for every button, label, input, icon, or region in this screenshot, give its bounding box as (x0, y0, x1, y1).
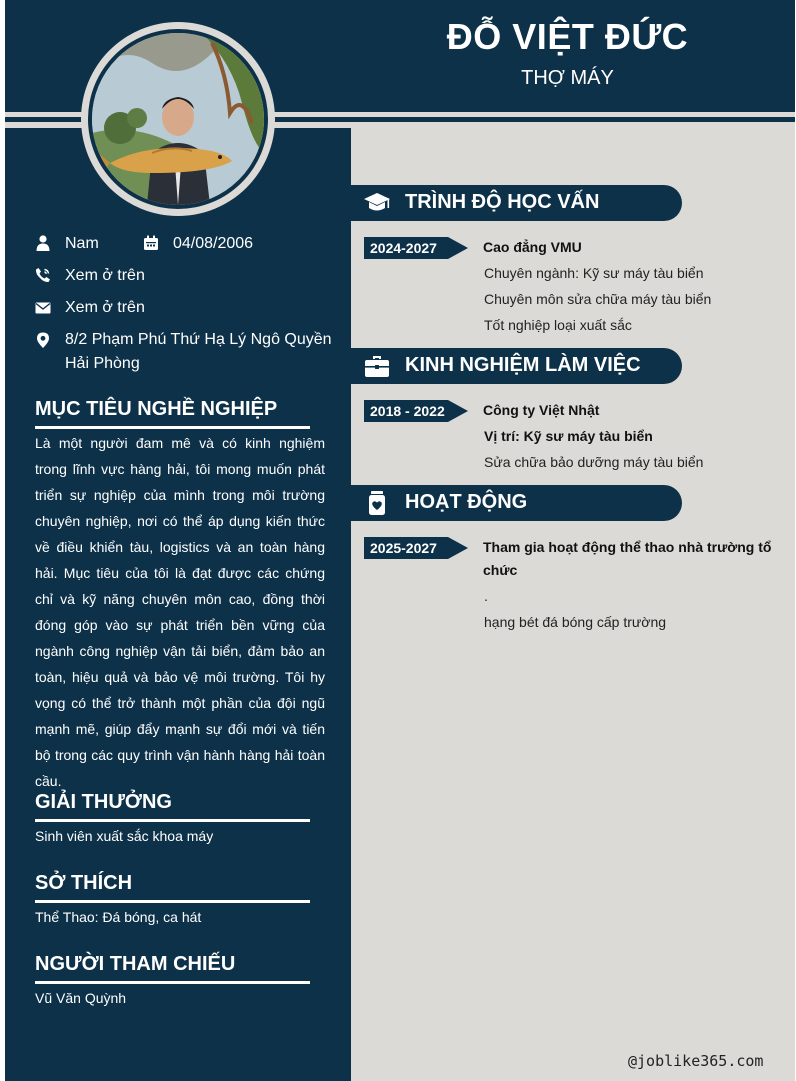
briefcase-icon (363, 353, 391, 379)
user-icon (35, 235, 51, 251)
references-text: Vũ Văn Quỳnh (35, 990, 127, 1006)
experience-period: 2018 - 2022 (370, 403, 445, 419)
cv-page (5, 0, 795, 1081)
hobbies-title: SỞ THÍCH (35, 872, 133, 894)
hobbies-divider (35, 900, 310, 903)
activities-period: 2025-2027 (370, 540, 437, 556)
birthday-value: 04/08/2006 (173, 235, 254, 252)
gender-value: Nam (65, 235, 99, 252)
experience-position: Vị trí: Kỹ sư máy tàu biển (484, 428, 653, 444)
experience-line-1: Sửa chữa bảo dưỡng máy tàu biển (484, 454, 704, 470)
graduation-cap-icon (363, 190, 391, 216)
candidate-name: ĐỖ VIỆT ĐỨC (446, 16, 689, 57)
experience-section-header (351, 348, 682, 384)
education-line-2: Chuyên môn sửa chữa máy tàu biển (484, 291, 712, 307)
experience-period-tag (364, 400, 468, 422)
references-divider (35, 981, 310, 984)
education-title: TRÌNH ĐỘ HỌC VẤN (405, 191, 600, 213)
avatar (92, 33, 264, 205)
objective-text: Là một người đam mê và có kinh nghiệm trong lĩnh vực hàng hải, tôi mong muốn phát triển sự nghiệp của mình trong môi trường chuyên nghiệp, nơi có thể áp dụng kiến thức về điều khiển tàu, logistics và an toàn hàng hải. Mục tiêu của tôi là đạt được các chứng chỉ và kỹ năng chuyên môn cao, đồng thời đóng góp vào sự phát triển bền vững của ngành công nghiệp vận tải biển, đảm bảo an toàn, hiệu quả và bảo vệ môi trường. Tôi hy vọng có thể trở thành một phần của đội ngũ mạnh mẽ, giúp đẩy mạnh sự đổi mới và tiến bộ trong các quy trình vận hành hàng hải toàn cầu. (35, 435, 325, 789)
envelope-icon (35, 300, 51, 316)
objective-divider (35, 426, 310, 429)
email-value: Xem ở trên (65, 299, 145, 316)
awards-divider (35, 819, 310, 822)
heart-jar-icon (363, 490, 391, 516)
education-line-1: Chuyên ngành: Kỹ sư máy tàu biển (484, 265, 704, 281)
activities-title: HOẠT ĐỘNG (405, 491, 528, 513)
experience-company: Công ty Việt Nhật (483, 402, 600, 418)
phone-value: Xem ở trên (65, 267, 145, 284)
activities-name: Tham gia hoạt động thể thao nhà trường tổ chức (483, 539, 772, 578)
watermark: @joblike365.com (628, 1052, 764, 1070)
awards-text: Sinh viên xuất sắc khoa máy (35, 828, 214, 844)
education-school: Cao đẳng VMU (483, 239, 582, 255)
calendar-icon (143, 235, 159, 251)
experience-title: KINH NGHIỆM LÀM VIỆC (405, 354, 641, 376)
job-title: THỢ MÁY (521, 67, 614, 89)
activities-line-1: . (484, 588, 488, 604)
activities-line-2: hạng bét đá bóng cấp trường (484, 614, 667, 630)
avatar-frame (81, 22, 275, 216)
references-title: NGƯỜI THAM CHIẾU (35, 953, 236, 975)
phone-icon (35, 267, 51, 283)
map-pin-icon (35, 332, 51, 348)
activities-section-header (351, 485, 682, 521)
hobbies-text: Thể Thao: Đá bóng, ca hát (35, 909, 202, 925)
activities-period-tag (364, 537, 468, 559)
education-line-3: Tốt nghiệp loại xuất sắc (484, 317, 632, 333)
address-value: 8/2 Phạm Phú Thứ Hạ Lý Ngô Quyền Hải Phòng (65, 331, 332, 372)
education-section-header (351, 185, 682, 221)
education-period: 2024-2027 (370, 240, 437, 256)
awards-title: GIẢI THƯỞNG (35, 791, 172, 813)
objective-title: MỤC TIÊU NGHỀ NGHIỆP (35, 398, 278, 420)
education-period-tag (364, 237, 468, 259)
